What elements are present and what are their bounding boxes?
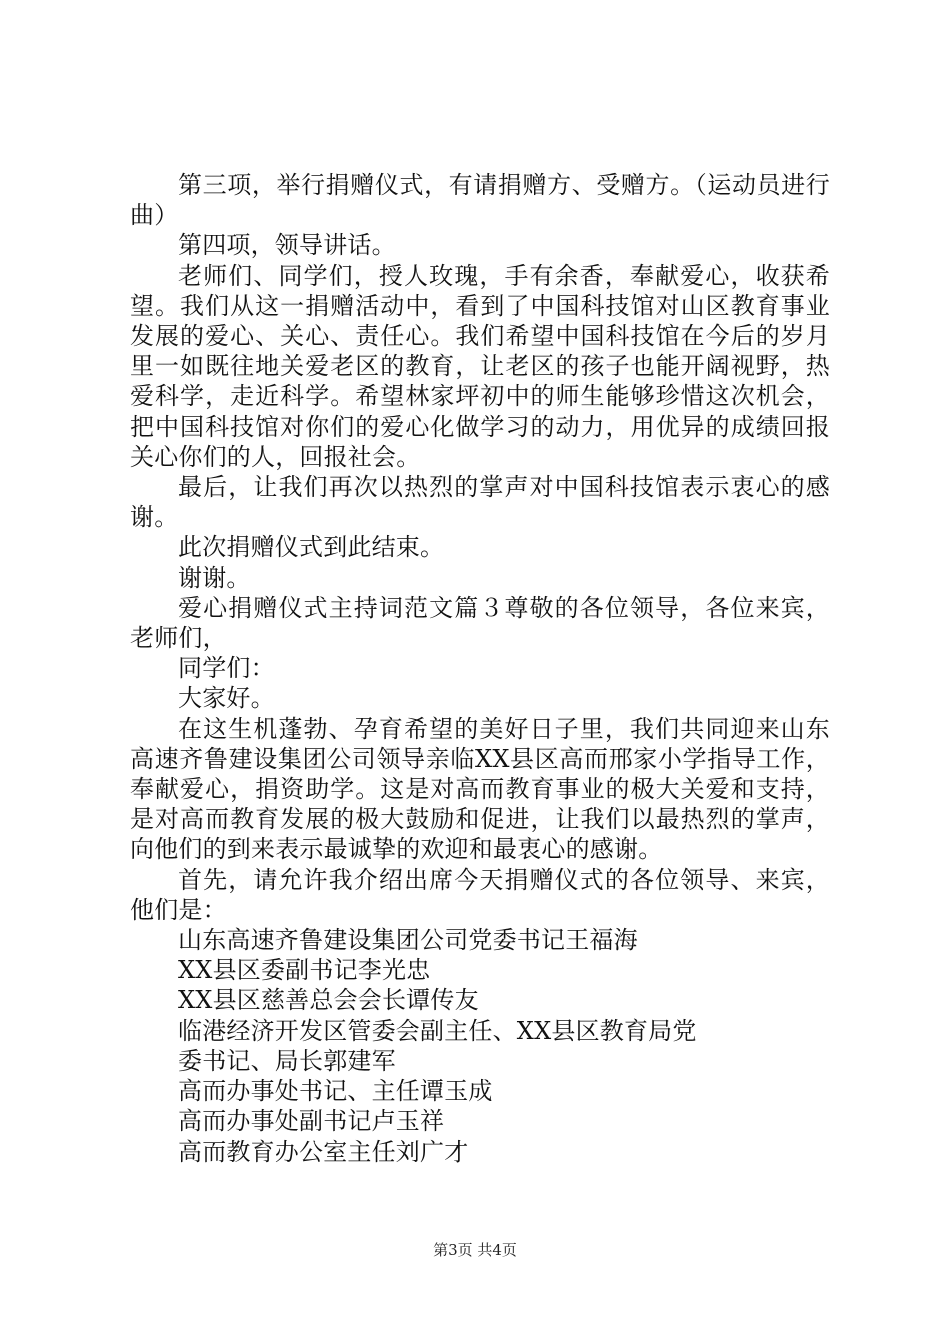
paragraph: 此次捐赠仪式到此结束。 bbox=[178, 533, 445, 562]
paragraph: 第三项，举行捐赠仪式，有请捐赠方、受赠方。（运动员进行曲） bbox=[130, 171, 830, 230]
paragraph: 老师们、同学们，授人玫瑰，手有余香，奉献爱心，收获希望。我们从这一捐赠活动中，看到了中国科技馆对山区教育事业发展的爱心、关心、责任心。我们希望中国科技馆在今后的岁月里一如既往地关爱老区的教育，让老区的孩子也能开阔视野，热爱科学，走近科学。希望林家坪初中的师生能够珍惜这次机会，把中国科技馆对你们的爱心化做学习的动力，用优异的成绩回报关心你们的人，回报社会。 bbox=[130, 261, 830, 471]
attendee-line: 高而办事处副书记卢玉祥 bbox=[178, 1107, 445, 1136]
paragraph: 最后，让我们再次以热烈的掌声对中国科技馆表示衷心的感谢。 bbox=[130, 473, 830, 532]
page-number-footer: 第3页 共4页 bbox=[433, 1241, 517, 1259]
paragraph: 谢谢。 bbox=[178, 563, 251, 592]
attendee-line: 高而办事处书记、主任谭玉成 bbox=[178, 1077, 493, 1106]
document-body bbox=[130, 170, 830, 1167]
paragraph: 同学们： bbox=[178, 654, 275, 683]
attendee-line: 高而教育办公室主任刘广才 bbox=[178, 1137, 469, 1166]
attendee-line: 临港经济开发区管委会副主任、XX县区教育局党 bbox=[178, 1016, 697, 1045]
attendee-line: XX县区委副书记李光忠 bbox=[178, 956, 431, 985]
attendee-line: 委书记、局长郭建军 bbox=[178, 1046, 396, 1075]
paragraph: 大家好。 bbox=[178, 684, 275, 713]
paragraph: 首先，请允许我介绍出席今天捐赠仪式的各位领导、来宾，他们是： bbox=[130, 865, 830, 924]
paragraph: 在这生机蓬勃、孕育希望的美好日子里，我们共同迎来山东高速齐鲁建设集团公司领导亲临XX县区高而邢家小学指导工作，奉献爱心，捐资助学。这是对高而教育事业的极大关爱和支持，是对高而教育发展的极大鼓励和促进，让我们以最热烈的掌声，向他们的到来表示最诚挚的欢迎和最衷心的感谢。 bbox=[130, 714, 830, 864]
paragraph: 爱心捐赠仪式主持词范文篇３尊敬的各位领导，各位来宾，老师们， bbox=[130, 593, 830, 653]
attendee-line: XX县区慈善总会会长谭传友 bbox=[178, 986, 479, 1015]
attendee-line: 山东高速齐鲁建设集团公司党委书记王福海 bbox=[178, 926, 638, 955]
paragraph: 第四项，领导讲话。 bbox=[178, 231, 396, 260]
